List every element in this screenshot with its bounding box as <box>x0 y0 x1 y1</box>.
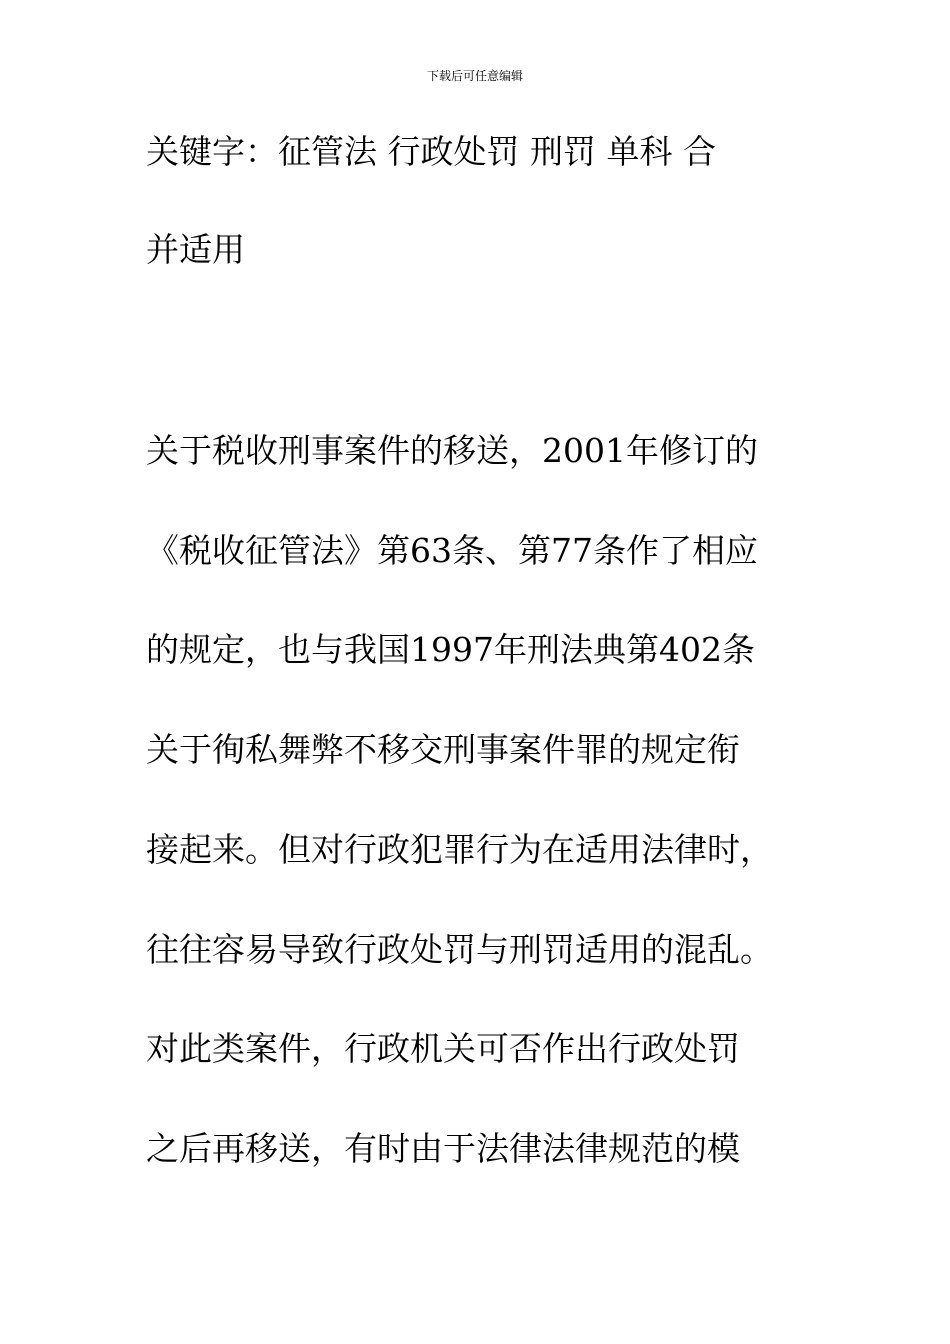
keywords-line-1: 关键字：征管法 行政处罚 刑罚 单科 合 <box>146 132 716 171</box>
body-line-5: 接起来。但对行政犯罪行为在适用法律时， <box>146 830 773 869</box>
body-line-8: 之后再移送，有时由于法律法律规范的模 <box>146 1129 740 1168</box>
keywords-line-2: 并适用 <box>146 230 245 269</box>
body-line-3: 的规定，也与我国1997年刑法典第402条 <box>146 630 755 669</box>
body-line-4: 关于徇私舞弊不移交刑事案件罪的规定衔 <box>146 730 740 769</box>
body-line-2: 《税收征管法》第63条、第77条作了相应 <box>146 531 758 570</box>
header-note: 下载后可任意编辑 <box>426 69 523 83</box>
body-line-1: 关于税收刑事案件的移送，2001年修订的 <box>146 431 758 470</box>
body-line-7: 对此类案件，行政机关可否作出行政处罚 <box>146 1029 740 1068</box>
body-line-6: 往往容易导致行政处罚与刑罚适用的混乱。 <box>146 930 773 969</box>
